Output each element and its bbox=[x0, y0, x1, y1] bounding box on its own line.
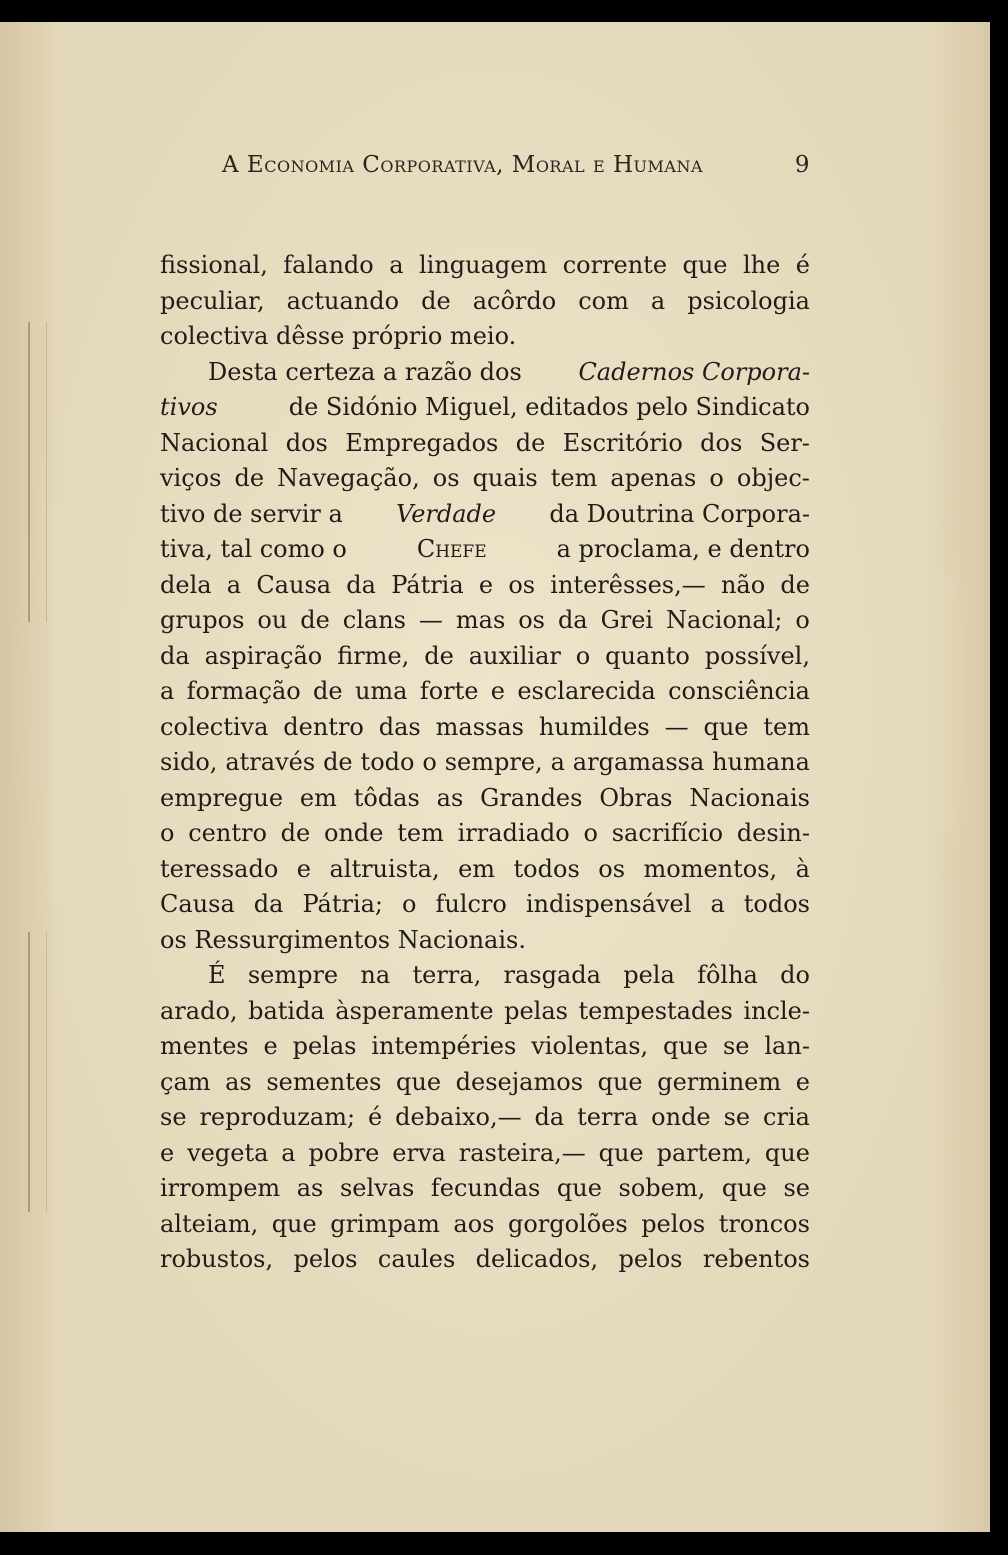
word: sempre, bbox=[444, 748, 543, 776]
text-line bbox=[160, 532, 810, 568]
word: mentes bbox=[160, 1032, 249, 1060]
word: momentos, bbox=[643, 854, 778, 883]
word: do bbox=[780, 961, 810, 989]
word: cria bbox=[763, 1103, 810, 1131]
word: — bbox=[664, 712, 689, 741]
word: se bbox=[783, 1174, 810, 1202]
word: erva bbox=[392, 1138, 446, 1167]
word: Pátria; bbox=[302, 890, 384, 918]
word: tem bbox=[397, 819, 444, 847]
word: altruista, bbox=[329, 854, 440, 883]
word: linguagem bbox=[418, 251, 548, 279]
word: ou bbox=[257, 606, 288, 634]
word: dos bbox=[700, 428, 743, 457]
word: tempestades bbox=[578, 996, 733, 1025]
running-head-title: A Economia Corporativa, Moral e Humana bbox=[222, 152, 703, 178]
word: argamassa bbox=[572, 748, 705, 776]
word: tem bbox=[550, 464, 598, 492]
word: humildes bbox=[538, 712, 650, 741]
word: consciência bbox=[668, 677, 810, 705]
word: a bbox=[650, 286, 666, 315]
word: fecundas bbox=[430, 1174, 541, 1202]
word: arado, bbox=[160, 996, 238, 1025]
word: e bbox=[795, 1067, 810, 1096]
word: irradiado bbox=[457, 819, 570, 847]
word: interêsses,— bbox=[550, 570, 706, 599]
text-line bbox=[160, 710, 810, 746]
word: todos bbox=[743, 890, 810, 918]
word: onde bbox=[651, 1103, 711, 1131]
text-line bbox=[160, 1171, 810, 1207]
word: aspiração bbox=[204, 641, 323, 670]
text-line bbox=[160, 1065, 810, 1101]
word: esclarecida bbox=[517, 677, 656, 705]
word: objec- bbox=[736, 464, 810, 492]
word: caules bbox=[377, 1245, 456, 1273]
word: que bbox=[271, 1209, 317, 1238]
word: e bbox=[160, 1138, 175, 1167]
word: em bbox=[299, 783, 337, 812]
word: lhe bbox=[742, 251, 781, 279]
word: É bbox=[208, 961, 226, 989]
word: reproduzam; bbox=[199, 1103, 356, 1131]
word: quanto bbox=[605, 641, 690, 670]
word: Grandes bbox=[480, 783, 583, 812]
word: de bbox=[313, 677, 343, 705]
word: que bbox=[682, 251, 728, 279]
word: que bbox=[598, 1138, 644, 1167]
text-line bbox=[160, 1136, 810, 1172]
text-segment: a proclama, e dentro bbox=[556, 535, 810, 563]
word: o bbox=[709, 464, 724, 492]
word: rasteira,— bbox=[458, 1138, 586, 1167]
word: rebentos bbox=[702, 1245, 810, 1273]
word: tem bbox=[763, 712, 810, 741]
word: os bbox=[432, 464, 460, 492]
word: o bbox=[575, 641, 591, 670]
word: sido, bbox=[160, 748, 218, 776]
word: pelos bbox=[293, 1245, 358, 1273]
word: o bbox=[402, 890, 417, 918]
word: clans bbox=[342, 606, 406, 634]
word: troncos bbox=[718, 1209, 810, 1238]
word: todo bbox=[360, 748, 415, 776]
word: e bbox=[490, 677, 505, 705]
text-segment: tivo de servir a bbox=[160, 499, 343, 528]
word: pelas bbox=[504, 996, 568, 1025]
word: corrente bbox=[562, 251, 668, 279]
word: Causa bbox=[160, 890, 235, 918]
word: fissional, bbox=[160, 251, 268, 279]
word: da bbox=[346, 570, 376, 599]
word: massas bbox=[435, 712, 524, 741]
word: e bbox=[263, 1032, 278, 1060]
word: humana bbox=[712, 748, 810, 776]
word: das bbox=[378, 712, 421, 741]
word: teressado bbox=[160, 854, 279, 883]
word: empregue bbox=[160, 783, 284, 812]
word: Nacionais bbox=[689, 783, 810, 812]
word: grimpam bbox=[330, 1209, 440, 1238]
text-line bbox=[160, 816, 810, 852]
text-line bbox=[160, 639, 810, 675]
text-segment: Desta certeza a razão dos bbox=[208, 357, 522, 386]
word: sacrifício bbox=[611, 819, 724, 847]
word: germinem bbox=[657, 1067, 782, 1096]
word: as bbox=[296, 1174, 324, 1202]
word: de bbox=[234, 464, 265, 492]
word: desejamos bbox=[455, 1067, 584, 1096]
word: lan- bbox=[764, 1032, 810, 1060]
word: de bbox=[300, 606, 330, 634]
word: batida bbox=[248, 996, 325, 1025]
text-line: os Ressurgimentos Nacionais. bbox=[160, 925, 526, 954]
word: se bbox=[722, 1032, 750, 1060]
word: peculiar, bbox=[160, 286, 265, 315]
word: firme, bbox=[337, 641, 410, 670]
word: irrompem bbox=[160, 1174, 281, 1202]
text-line bbox=[160, 781, 810, 817]
running-head bbox=[222, 152, 812, 188]
body-text bbox=[160, 248, 810, 1278]
title-reference: tivos bbox=[160, 393, 218, 421]
word: que bbox=[396, 1067, 442, 1096]
book-page bbox=[0, 22, 990, 1532]
text-segment: tiva, tal como o bbox=[160, 535, 347, 563]
text-line: colectiva dêsse próprio meio. bbox=[160, 322, 517, 350]
word: dela bbox=[160, 570, 212, 599]
word: sementes bbox=[266, 1067, 382, 1096]
text-line bbox=[160, 745, 810, 781]
text-line bbox=[160, 390, 810, 426]
title-reference: Cadernos Corpora- bbox=[578, 357, 810, 386]
text-line bbox=[160, 852, 810, 888]
page-number: 9 bbox=[794, 152, 810, 178]
word: Nacional bbox=[160, 428, 269, 457]
word: Causa bbox=[256, 570, 332, 599]
word: Grei bbox=[600, 606, 654, 634]
word: que bbox=[764, 1138, 810, 1167]
word: de bbox=[780, 570, 810, 599]
word: da bbox=[253, 890, 284, 918]
word: se bbox=[160, 1103, 187, 1131]
word: os bbox=[598, 854, 626, 883]
word: e bbox=[478, 570, 494, 599]
word: dos bbox=[285, 428, 328, 457]
word: da bbox=[557, 606, 588, 634]
binding-thread-upper bbox=[28, 322, 47, 622]
word: actuando bbox=[286, 286, 400, 315]
word: que bbox=[556, 1174, 602, 1202]
word: desin- bbox=[736, 819, 810, 847]
word: quais bbox=[472, 464, 538, 492]
word: robustos, bbox=[160, 1245, 274, 1273]
word: e bbox=[296, 854, 311, 883]
word: gorgolões bbox=[507, 1209, 628, 1238]
word: os bbox=[508, 570, 536, 599]
text-line bbox=[160, 887, 810, 923]
text-line bbox=[160, 958, 810, 994]
word: que bbox=[703, 712, 749, 741]
word: centro bbox=[188, 819, 267, 847]
word: na bbox=[360, 961, 391, 989]
word: Ser- bbox=[759, 428, 810, 457]
word: sempre bbox=[247, 961, 339, 989]
word: alteiam, bbox=[160, 1209, 259, 1238]
text-line bbox=[160, 426, 810, 462]
word: a bbox=[550, 748, 565, 776]
word: da bbox=[160, 641, 190, 670]
word: com bbox=[578, 286, 629, 315]
word: auxiliar bbox=[468, 641, 561, 670]
word: pela bbox=[623, 961, 675, 989]
word: os bbox=[518, 606, 545, 634]
word: rasgada bbox=[503, 961, 601, 989]
word: que bbox=[721, 1174, 767, 1202]
text-line bbox=[160, 497, 810, 533]
word: que bbox=[597, 1067, 643, 1096]
word: acôrdo bbox=[472, 286, 557, 315]
word: tôdas bbox=[353, 783, 420, 812]
text-line bbox=[160, 674, 810, 710]
word: selvas bbox=[339, 1174, 415, 1202]
word: sobem, bbox=[618, 1174, 706, 1202]
word: de bbox=[515, 428, 546, 457]
text-segment: da Doutrina Corpora- bbox=[549, 499, 810, 528]
word: de bbox=[323, 748, 353, 776]
text-line bbox=[160, 1029, 810, 1065]
emphasis-small-caps: Chefe bbox=[416, 535, 487, 563]
word: a bbox=[710, 890, 725, 918]
word: forte bbox=[419, 677, 479, 705]
word: Nacional; bbox=[666, 606, 783, 634]
word: Pátria bbox=[391, 570, 464, 599]
word: Navegação, bbox=[277, 464, 420, 492]
word: o bbox=[583, 819, 598, 847]
word: em bbox=[458, 854, 496, 883]
word: fulcro bbox=[435, 890, 507, 918]
word: aos bbox=[453, 1209, 495, 1238]
word: pelos bbox=[641, 1209, 706, 1238]
text-line bbox=[160, 603, 810, 639]
word: pobre bbox=[308, 1138, 380, 1167]
word: o bbox=[160, 819, 175, 847]
word: indispensável bbox=[525, 890, 692, 918]
text-segment: de Sidónio Miguel, editados pelo Sindicato bbox=[288, 393, 810, 421]
word: pelas bbox=[292, 1032, 357, 1060]
word: de bbox=[280, 819, 311, 847]
word: grupos bbox=[160, 606, 245, 634]
word: vegeta bbox=[187, 1138, 269, 1167]
word: incle- bbox=[743, 996, 810, 1025]
word: pelos bbox=[618, 1245, 683, 1273]
word: formação bbox=[186, 677, 301, 705]
word: não bbox=[720, 570, 766, 599]
word: a bbox=[281, 1138, 296, 1167]
word: possível, bbox=[704, 641, 810, 670]
word: delicados, bbox=[475, 1245, 599, 1273]
word: dentro bbox=[283, 712, 364, 741]
text-line bbox=[160, 248, 810, 284]
word: viços bbox=[160, 464, 222, 492]
word: se bbox=[723, 1103, 751, 1131]
word: intempéries bbox=[371, 1032, 517, 1060]
text-line bbox=[160, 1207, 810, 1243]
text-line bbox=[160, 1100, 810, 1136]
word: partem, bbox=[656, 1138, 752, 1167]
word: a bbox=[160, 677, 175, 705]
word: as bbox=[225, 1067, 252, 1096]
word: àsperamente bbox=[335, 996, 494, 1025]
word: Escritório bbox=[562, 428, 683, 457]
word: que bbox=[663, 1032, 709, 1060]
word: a bbox=[226, 570, 242, 599]
word: é bbox=[795, 251, 810, 279]
word: de bbox=[421, 286, 451, 315]
text-line bbox=[160, 461, 810, 497]
binding-thread-lower bbox=[28, 932, 47, 1212]
emphasis: Verdade bbox=[396, 499, 497, 528]
word: çam bbox=[160, 1067, 211, 1096]
word: debaixo,— bbox=[395, 1103, 522, 1131]
word: as bbox=[436, 783, 464, 812]
text-line bbox=[160, 1242, 810, 1278]
word: da bbox=[534, 1103, 565, 1131]
word: de bbox=[424, 641, 454, 670]
word: uma bbox=[354, 677, 408, 705]
word: falando bbox=[283, 251, 374, 279]
text-line bbox=[160, 284, 810, 320]
word: terra bbox=[577, 1103, 639, 1131]
word: psicologia bbox=[687, 286, 810, 315]
word: terra, bbox=[412, 961, 482, 989]
text-line bbox=[160, 994, 810, 1030]
word: Empregados bbox=[345, 428, 499, 457]
word: colectiva bbox=[160, 712, 269, 741]
word: é bbox=[367, 1103, 383, 1131]
word: — bbox=[418, 606, 443, 634]
word: o bbox=[422, 748, 437, 776]
word: violentas, bbox=[531, 1032, 649, 1060]
word: apenas bbox=[610, 464, 697, 492]
word: fôlha bbox=[697, 961, 758, 989]
word: mas bbox=[455, 606, 506, 634]
text-line bbox=[160, 355, 810, 391]
text-line bbox=[160, 568, 810, 604]
word: Obras bbox=[599, 783, 673, 812]
word: todos bbox=[513, 854, 580, 883]
word: a bbox=[389, 251, 404, 279]
word: através bbox=[225, 748, 316, 776]
word: o bbox=[795, 606, 810, 634]
word: onde bbox=[324, 819, 384, 847]
word: à bbox=[795, 854, 810, 883]
